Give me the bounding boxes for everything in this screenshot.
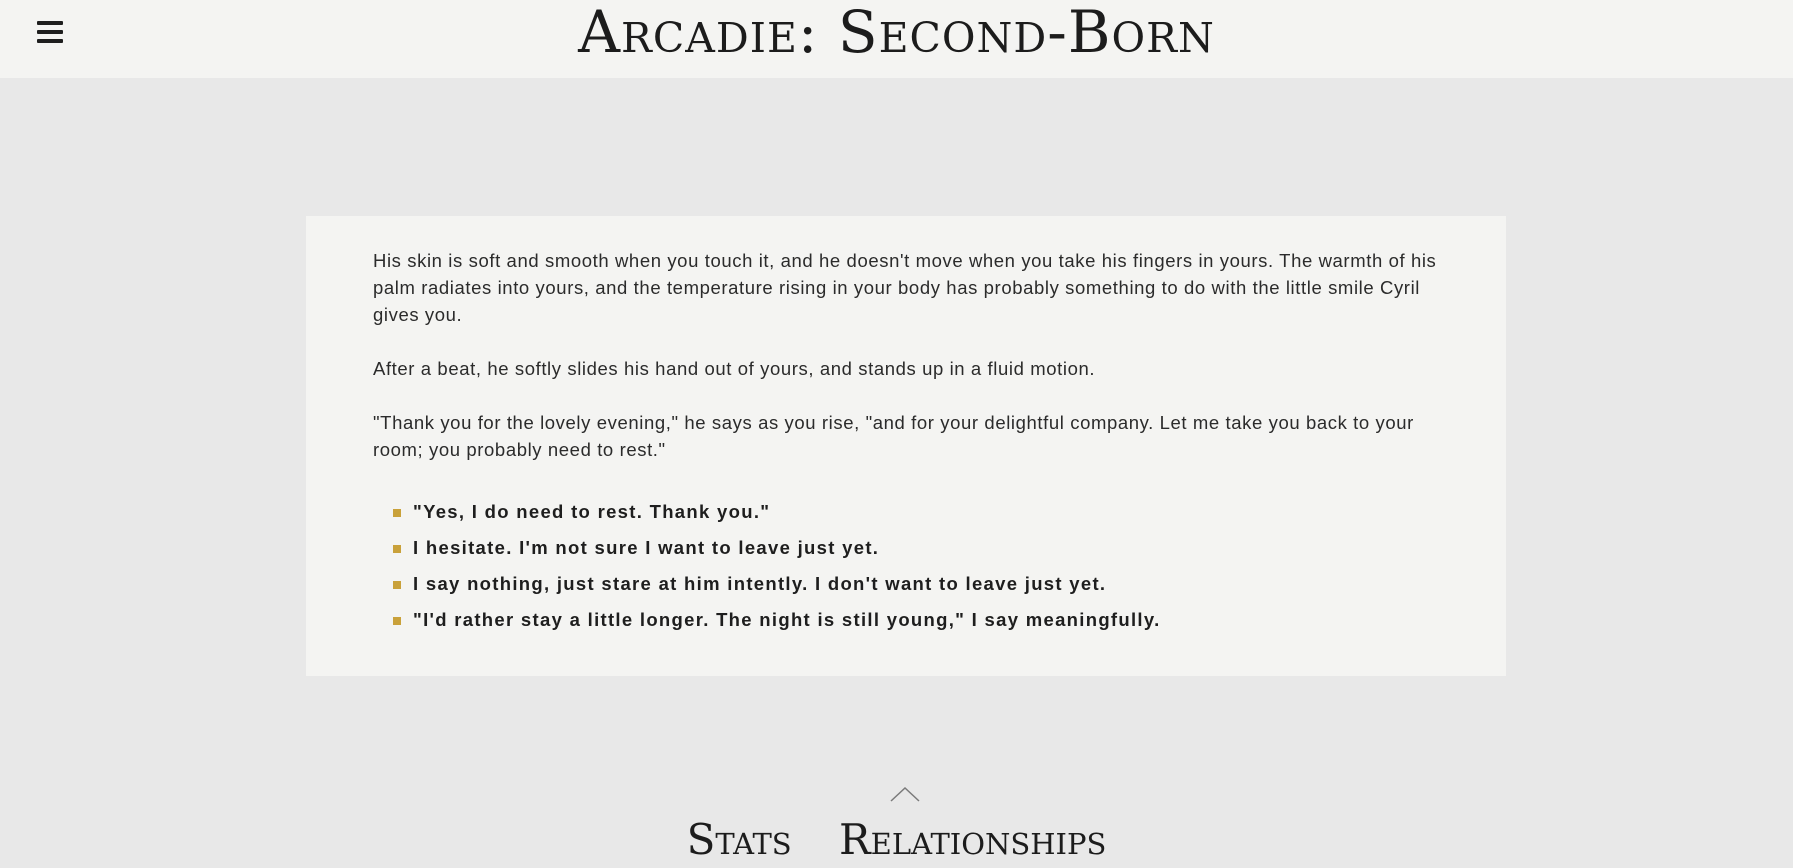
story-panel	[306, 216, 1506, 676]
choice-list	[393, 494, 1161, 638]
page-title: Arcadie: Second-Born	[578, 0, 1215, 66]
bottom-nav	[0, 812, 1793, 868]
bullet-icon	[393, 509, 401, 517]
chevron-up-icon[interactable]	[889, 785, 921, 803]
relationships-link[interactable]: Relationships	[839, 815, 1107, 864]
choice-option-2[interactable]	[393, 530, 1161, 566]
choice-option-3[interactable]	[393, 566, 1161, 602]
choice-option-4[interactable]	[393, 602, 1161, 638]
header-bar	[0, 0, 1793, 78]
bullet-icon	[393, 617, 401, 625]
story-paragraph: His skin is soft and smooth when you touch it, and he doesn't move when you take his fingers in yours. The warmth of his palm radiates into yours, and the temperature rising in your body has probably something to do with the little smile Cyril gives you.	[373, 250, 1437, 325]
choice-option-1[interactable]	[393, 494, 1161, 530]
choice-label: I say nothing, just stare at him intently. I don't want to leave just yet.	[413, 573, 1107, 594]
story-paragraph: "Thank you for the lovely evening," he says as you rise, "and for your delightful company. Let me take you back to your room; you probably need to rest."	[373, 412, 1414, 460]
choice-label: I hesitate. I'm not sure I want to leave just yet.	[413, 537, 880, 558]
bullet-icon	[393, 581, 401, 589]
choice-label: "I'd rather stay a little longer. The night is still young," I say meaningfully.	[413, 609, 1161, 630]
bullet-icon	[393, 545, 401, 553]
story-paragraph: After a beat, he softly slides his hand out of yours, and stands up in a fluid motion.	[373, 358, 1096, 379]
stats-link[interactable]: Stats	[686, 815, 792, 864]
story-passage	[373, 247, 1448, 490]
choice-label: "Yes, I do need to rest. Thank you."	[413, 501, 771, 522]
